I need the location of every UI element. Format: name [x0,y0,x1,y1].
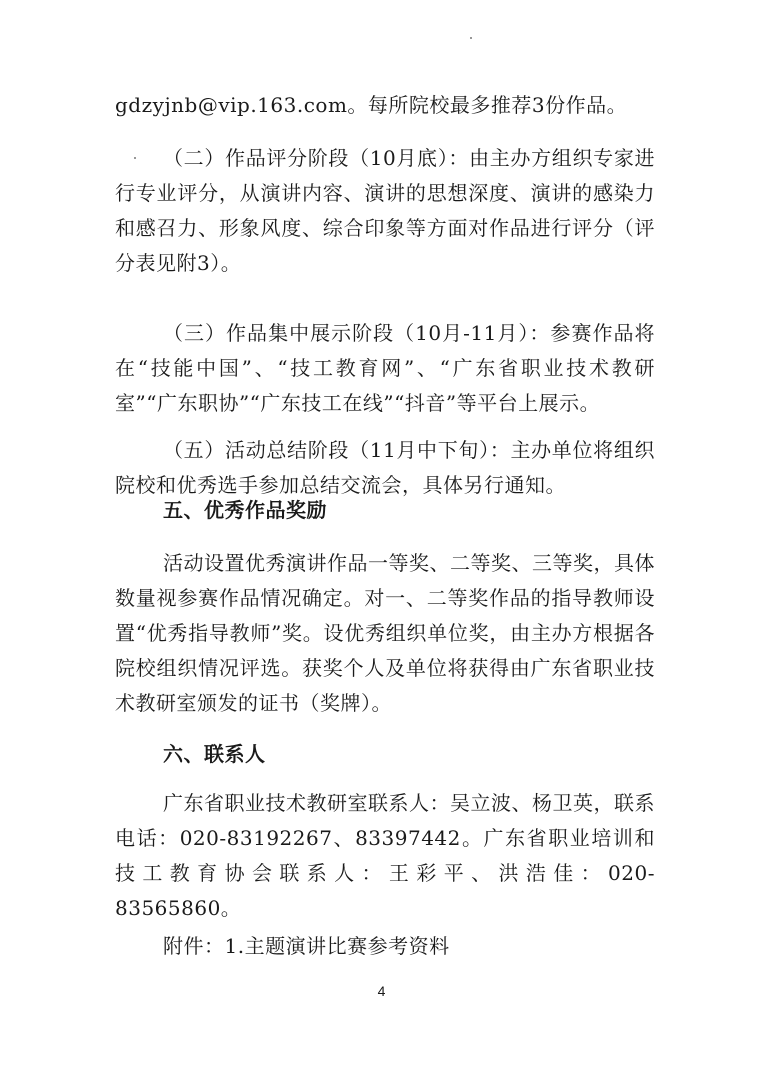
paragraph-text: gdzyjnb@vip.163.com。每所院校最多推荐3份作品。 [115,93,628,117]
paragraph-display-stage [115,316,655,421]
paragraph-text: （五）活动总结阶段（11月中下旬）：主办单位将组织院校和优秀选手参加总结交流会，具体另行通知。 [115,438,655,497]
scan-speck [134,157,136,159]
paragraph-text: （二）作品评分阶段（10月底）：由主办方组织专家进行专业评分，从演讲内容、演讲的思想深度、演讲的感染力和感召力、形象风度、综合印象等方面对作品进行评分（评分表见附3）。 [115,146,655,275]
page-number: 4 [377,983,386,999]
paragraph-awards [115,546,655,721]
paragraph-attachment [115,929,655,964]
section-heading-awards: 五、优秀作品奖励 [163,498,327,522]
section-heading-contacts: 六、联系人 [163,742,266,766]
paragraph-contacts [115,786,655,926]
paragraph-email-line [115,88,655,123]
paragraph-text: 附件：1.主题演讲比赛参考资料 [163,934,450,958]
scan-speck [470,37,472,39]
paragraph-scoring-stage [115,141,655,281]
paragraph-text: 活动设置优秀演讲作品一等奖、二等奖、三等奖，具体数量视参赛作品情况确定。对一、二等奖作品的指导教师设置“优秀指导教师”奖。设优秀组织单位奖，由主办方根据各院校组织情况评选。获奖个人及单位将获得由广东省职业技术教研室颁发的证书（奖牌）。 [115,551,655,715]
paragraph-text: （三）作品集中展示阶段（10月-11月）：参赛作品将在“技能中国”、“技工教育网”、“广东省职业技术教研室”“广东职协”“广东技工在线”“抖音”等平台上展示。 [115,321,655,415]
paragraph-text: 广东省职业技术教研室联系人：吴立波、杨卫英，联系电话：020-83192267、83397442。广东省职业培训和技工教育协会联系人：王彩平、洪浩佳：020-83565860。 [115,791,655,920]
